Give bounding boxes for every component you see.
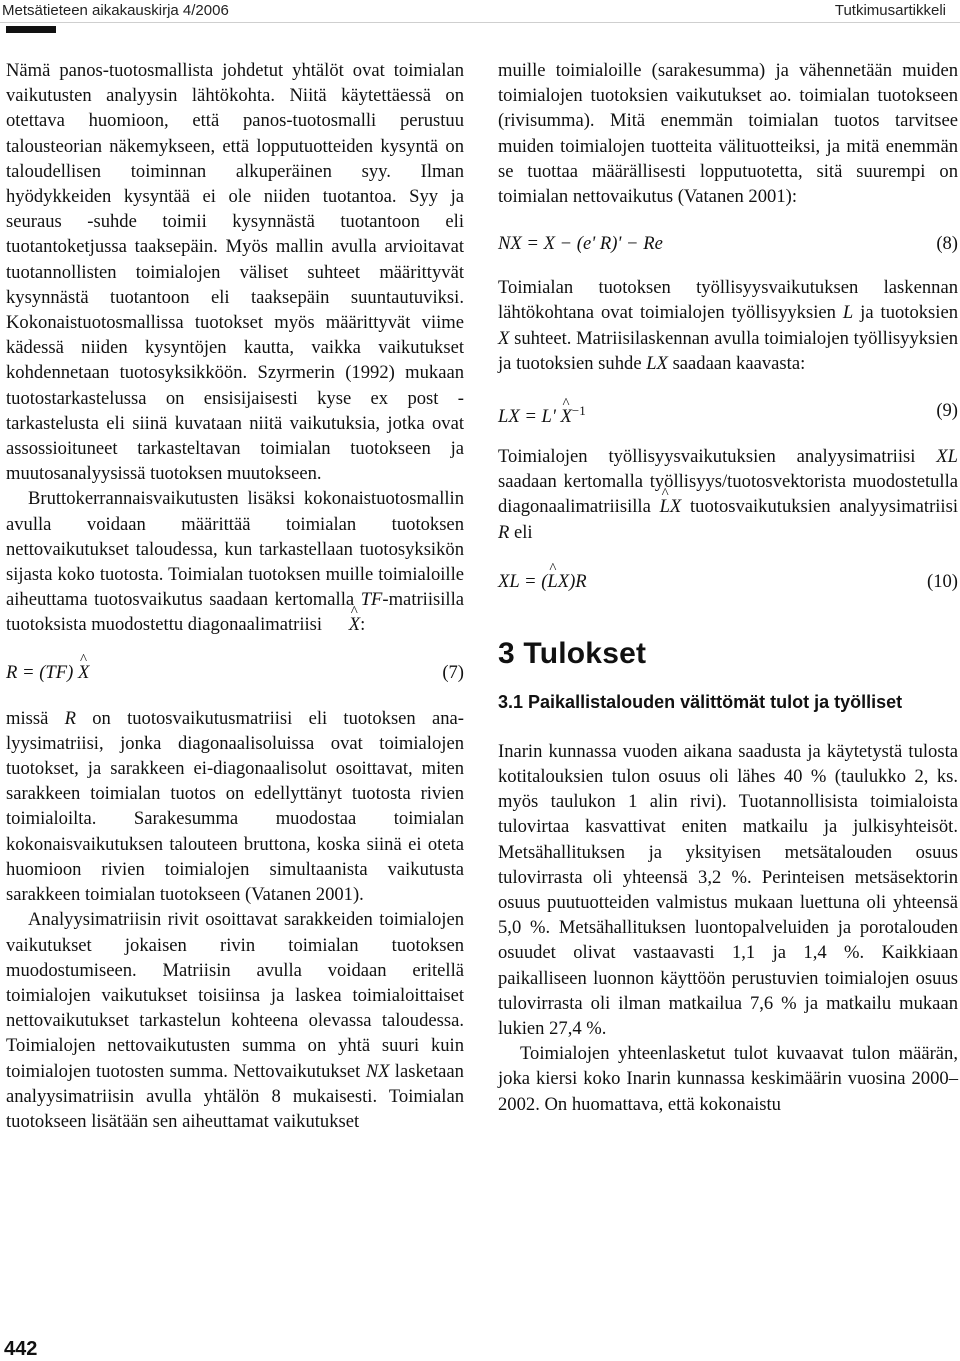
journal-title: Metsätieteen aikakauskirja 4/2006	[2, 2, 229, 19]
paragraph: missä R on tuotosvaikutusmatriisi eli tuotoksen analyysimatriisi, jonka diagonaalisoluissa ovat toimialojen tuotokset, ja sarakkeen ei-diagonaalisolut osoittavat, miten sarakkeen toimialan tuotos on edellyttänyt tuotosta rivien toimialoilta. Sarakesumma muodostaa toimialan kokonaisvaikutuksen talouteen bruttona, koska siinä ei oteta huomioon rivien toimialojen simultaanista vaikutusta sarakkeen toimialan tuotokseen (Vatanen 2001).	[6, 707, 464, 906]
equation-7: R = (TF) ^ X (7)	[6, 660, 464, 686]
paragraph: Analyysimatriisin rivit osoittavat sarakkeiden toimialojen vaikutukset jokaisen rivin toimialan tuotoksen muodostumiseen. Matriisin avulla voidaan eritellä toimialojen vaikutukset toisiinsa ja laskea toimialoittaiset nettovaikutukset tarkastelun kohteena olevassa taloudessa. Toimialojen nettovaikutusten summa on yhtä suuri kuin toimialojen tuotosten summa. Nettovaikutukset NX lasketaan analyysimatriisin avulla yhtälön 8 mukaisesti. Toimialan tuotokseen lisätään sen aiheuttamat vaikutukset	[6, 909, 464, 1132]
header-bar	[6, 26, 56, 33]
paragraph: Inarin kunnassa vuoden aikana saadusta ja käytetystä tulosta kotitalouksien tulon osuus oli lähes 40 % (taulukko 2, ks. myös taulukon 1 alin rivi). Tuotannollisista toimialoista tulovirtaa kasvattivat eniten matkailu ja julkisyhteisöt. Metsähallituksen ja yksityisen metsätalouden osuus tulovirrasta oli yhteensä 3,2 %. Perinteisen metsäsektorin osuus puutuotteiden valmistus mukaan luettuna oli yhteensä 5,0 %. Metsähallituksen luontopalveluiden ja porotalouden osuudet olivat vastaavasti 1,1 ja 1,4 %. Kaikkiaan paikalliseen luonnon käyttöön perustuvien toimialojen osuus tulovirrasta oli ilman matkailua 7,6 % ja matkailu mukaan lukien 27,4 %.	[498, 740, 958, 1040]
equation-8: NX = X − (e' R)' − Re (8)	[498, 233, 958, 255]
article-type: Tutkimusartikkeli	[834, 2, 946, 19]
paragraph: Toimialan tuotoksen työllisyysvaikutuksen laskennan lähtökohtana ovat toimialojen työllisyyksien L ja tuotoksien X suhteet. Matriisilaskennan avulla toimialojen työllisyyksien ja tuotoksien suhde LX saadaan kaavasta:	[498, 277, 959, 374]
paragraph: Toimialojen yhteenlasketut tulot kuvaavat tulon määrän, joka kiersi koko Inarin kunnassa keskimäärin vuosina 2000–2002. On huomattava, että kokonaistu	[498, 1043, 958, 1115]
equation-9: LX = L' ^ $X^{-1}$ (9)	[498, 398, 958, 424]
right-column	[498, 58, 958, 1117]
subsection-heading: 3.1 Paikallistalouden välittömät tulot ja työlliset	[498, 691, 903, 712]
left-column	[6, 58, 464, 1134]
paragraph: muille toimialoille (sarakesumma) ja vähennetään muiden toimialojen tuotoksien vaikutukset ao. toimialan tuotokseen (rivisumma). Mitä enemmän toimialan tuotos tarvitsee muiden toimialojen tuotteita välituotteiksi, ja mitä enemmän se tuottaa määrällisesti lopputuotetta, sitä suurempi on toimialan nettovaikutus (Vatanen 2001):	[498, 60, 958, 208]
paragraph: Bruttokerrannaisvaikutusten lisäksi kokonaistuotosmallin avulla voidaan määrittää toimialan tuotoksen nettovaikutukset taloudessa, kun tarkastellaan tuotosyksikön sijasta koko tuotosta. Toimialan tuotoksen muille toimialoille aiheuttama tuotosvaikutus saadaan kertomalla TF-matriisilla tuotoksista muodostettu diagonaalimatriisi ^ X:	[6, 486, 464, 637]
paragraph: Toimialojen työllisyysvaikutuksien analyysimatriisi XL saadaan kertomalla työllisyys/tuotosvektorista muodostetulla diagonaalimatriisilla ^ LX tuotosvaikutuksien analyysimatriisi R eli	[498, 444, 958, 545]
page-number: 442	[4, 1338, 38, 1360]
header-rule	[0, 22, 960, 23]
equation-10: XL = (^ LX)R (10)	[498, 569, 958, 595]
section-heading: 3 Tulokset	[498, 636, 647, 670]
paragraph: Nämä panos-tuotosmallista johdetut yhtälöt ovat toimialan vaikutusten analyysin lähtökohta. Niitä käytettäessä on otettava huomioon, että panos-tuotosmalli perustuu talousteorian näkemykseen, että lopputuotteiden kysyntä on taloudellisen toiminnan alkuperäinen syy. Ilman hyödykkeiden kysyntää ei ole niiden tuotantoa. Syy ja seuraus -suhde toimii kysynnästä tuotantoon eli tuotantoketjussa taaksepäin. Myös mallin avulla arvioitavat tuotannollisten toimialojen väliset suhteet määrittyvät kysynnästä tuotantoon eli taaksepäin suuntautuviksi. Kokonaistuotosmallissa tuotokset myös määrittyvät viime kädessä niiden kysyntöjen kautta, vaikka vaikutukset kohdennetaan tuotosyksikköön. Szyrmerin (1992) mukaan tuotostarkastelussa on ensisijaisesti kyse ex post -tarkastelusta eli siinä kuvataan niitä vaikutuksia, jotka ovat assossioituneet tarkasteltavan toimialan tuotokseen ja muutosanalyysissä tuotoksen muutokseen.	[6, 60, 464, 485]
